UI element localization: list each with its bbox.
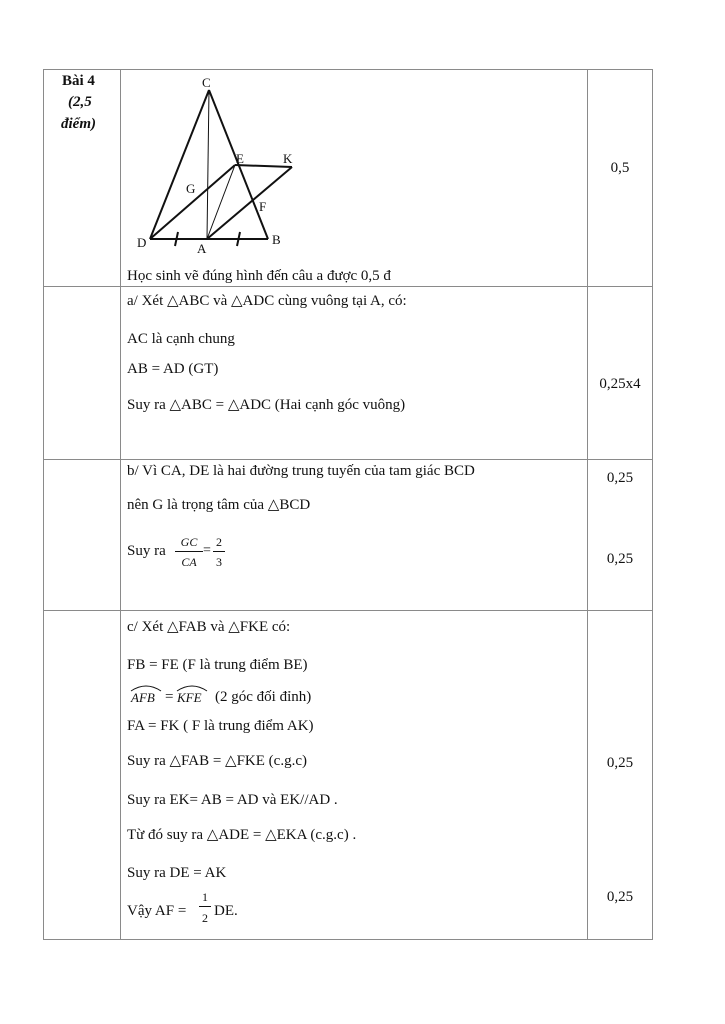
point-label-a: A (197, 241, 207, 256)
part-a-line-4: Suy ra △ABC = △ADC (Hai cạnh góc vuông) (127, 397, 406, 413)
score-part-b-2: 0,25 (606, 551, 634, 567)
row-divider-2 (44, 459, 652, 460)
fraction-bar-2 (213, 551, 225, 552)
half-numerator: 1 (202, 890, 208, 904)
fraction-numerator-2: 2 (216, 535, 222, 549)
geometry-figure (120, 72, 320, 260)
point-label-f: F (259, 199, 267, 214)
exercise-points: (2,5 (68, 94, 92, 110)
row-divider-3 (44, 610, 652, 611)
part-a-line-3: AB = AD (GT) (127, 361, 219, 377)
angle-equals: = (165, 689, 174, 705)
score-part-c-2: 0,25 (606, 889, 634, 905)
point-label-g: G (186, 181, 196, 196)
half-bar (199, 906, 211, 907)
part-c-line-2: FB = FE (F là trung điểm BE) (127, 657, 308, 673)
part-c-line-1: c/ Xét △FAB và △FKE có: (127, 619, 291, 635)
fraction-bar-1 (175, 551, 203, 552)
part-c-line-5: Suy ra △FAB = △FKE (c.g.c) (127, 753, 307, 769)
fraction-denominator-ca: CA (181, 555, 197, 569)
exercise-title: Bài 4 (62, 73, 95, 89)
fraction-denominator-3: 3 (216, 555, 222, 569)
part-c-line-3: (2 góc đối đỉnh) (215, 689, 312, 705)
figure-thin-lines (207, 90, 235, 239)
part-a-line-1: a/ Xét △ABC và △ADC cùng vuông tại A, có: (127, 293, 407, 309)
score-part-c-1: 0,25 (606, 755, 634, 771)
score-part-a: 0,25x4 (599, 376, 641, 392)
row-divider-1 (44, 286, 652, 287)
angle-hat-kfe (176, 683, 208, 692)
fraction-equals: = (203, 543, 211, 558)
half-denominator: 2 (202, 911, 208, 925)
angle-kfe: KFE (177, 690, 202, 705)
part-c-line-7: Từ đó suy ra △ADE = △EKA (c.g.c) . (127, 827, 357, 843)
fraction-numerator-gc: GC (180, 535, 198, 549)
part-c-line-9: Vậy AF = (127, 903, 187, 919)
point-label-b: B (272, 232, 281, 247)
part-c-line-10: DE. (214, 903, 238, 919)
part-c-line-4: FA = FK ( F là trung điểm AK) (127, 718, 314, 734)
part-c-line-6: Suy ra EK= AB = AD và EK//AD . (127, 792, 338, 808)
exercise-points-unit: điểm) (61, 116, 96, 132)
part-b-line-1: b/ Vì CA, DE là hai đường trung tuyến của tam giác BCD (127, 463, 475, 479)
angle-hat-afb (130, 683, 162, 692)
part-a-line-2: AC là cạnh chung (127, 331, 235, 347)
angle-afb: AFB (131, 690, 155, 705)
point-label-c: C (202, 75, 211, 90)
figure-note: Học sinh vẽ đúng hình đến câu a được 0,5 đ (127, 268, 391, 284)
point-label-d: D (137, 235, 147, 250)
part-c-line-8: Suy ra DE = AK (127, 865, 227, 881)
point-label-k: K (283, 151, 293, 166)
score-part-b-1: 0,25 (606, 470, 634, 486)
point-label-e: E (236, 151, 244, 166)
part-b-line-3: Suy ra (127, 543, 166, 559)
figure-lines (150, 90, 292, 246)
score-figure: 0,5 (610, 160, 630, 176)
part-b-line-2: nên G là trọng tâm của △BCD (127, 497, 311, 513)
column-divider-2 (587, 70, 588, 939)
